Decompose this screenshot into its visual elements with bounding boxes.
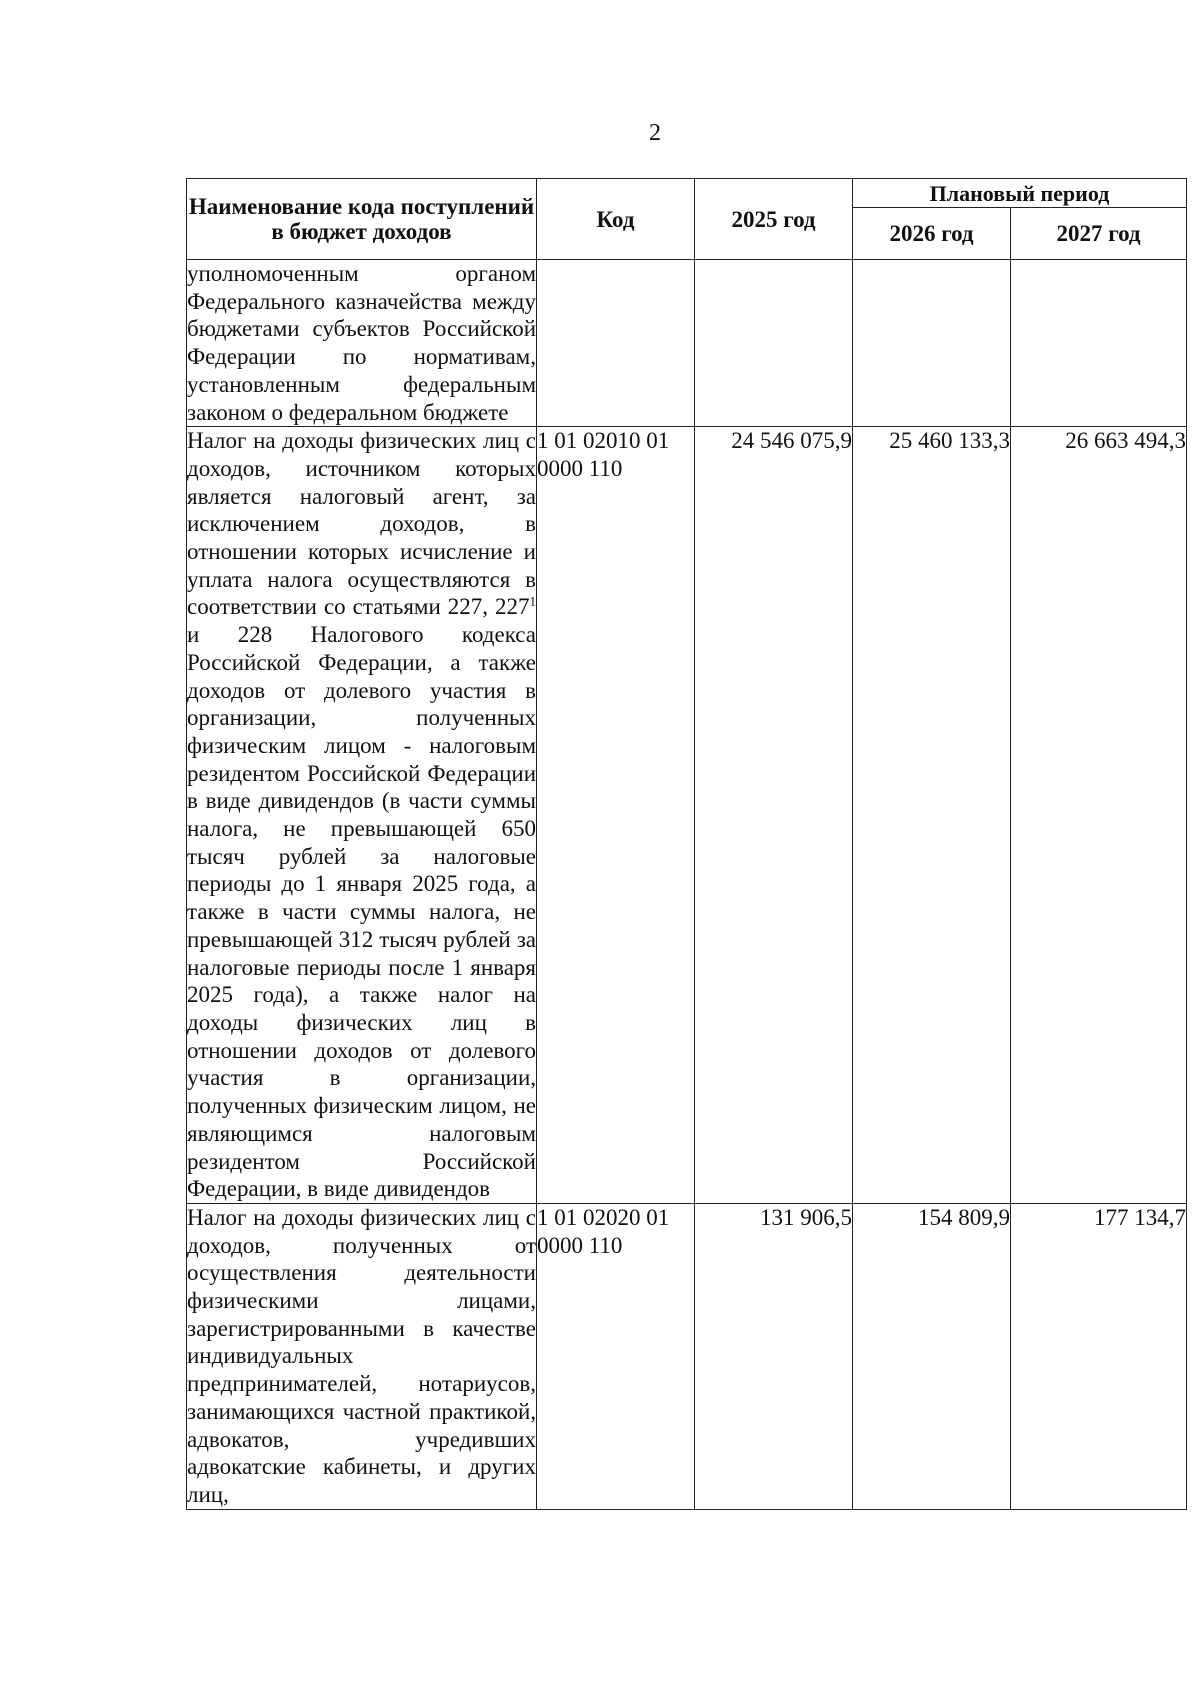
row-value-2026 [853, 260, 1011, 427]
row-value-2026: 154 809,9 [853, 1203, 1011, 1509]
row-value-2027 [1011, 260, 1187, 427]
row-value-2026: 25 460 133,3 [853, 427, 1011, 1204]
row-description: уполномоченным органом Федерального казначейства между бюджетами субъектов Российской Федерации по нормативам, установленным федеральным законом о федеральном бюджете [187, 260, 537, 427]
table-row [187, 1203, 1187, 1509]
table-row [187, 427, 1187, 1204]
row-value-2027: 26 663 494,3 [1011, 427, 1187, 1204]
row-value-2025: 24 546 075,9 [695, 427, 853, 1204]
row-description: Налог на доходы физических лиц с доходов, полученных от осуществления деятельности физическими лицами, зарегистрированными в качестве индивидуальных предпринимателей, нотариусов, занимающихся частной практикой, адвокатов, учредивших адвокатские кабинеты, и других лиц, [187, 1203, 537, 1509]
revenue-table [186, 178, 1187, 1510]
row-code: 1 01 02020 01 0000 110 [537, 1203, 695, 1509]
row-value-2027: 177 134,7 [1011, 1203, 1187, 1509]
table-row [187, 260, 1187, 427]
header-code: Код [537, 179, 695, 260]
header-planning-period: Плановый период [853, 179, 1187, 208]
row-code [537, 260, 695, 427]
header-name: Наименование кода поступлений в бюджет доходов [187, 179, 537, 260]
row-value-2025 [695, 260, 853, 427]
row-description: Налог на доходы физических лиц с доходов, источником которых является налоговый агент, за исключением доходов, в отношении которых исчисление и уплата налога осуществляются в соответствии со статьями 227, $227^1$ и 228 Налогового кодекса Российской Федерации, а также доходов от долевого участия в организации, полученных физическим лицом - налоговым резидентом Российской Федерации в виде дивидендов (в части суммы налога, не превышающей 650 тысяч рублей за налоговые периоды до 1 января 2025 года, а также в части суммы налога, не превышающей 312 тысяч рублей за налоговые периоды после 1 января 2025 года), а также налог на доходы физических лиц в отношении доходов от долевого участия в организации, полученных физическим лицом, не являющимся налоговым резидентом Российской Федерации, в виде дивидендов [187, 427, 537, 1204]
footnote-superscript: 1 [529, 593, 536, 609]
header-year-2026: 2026 год [853, 208, 1011, 260]
row-value-2025: 131 906,5 [695, 1203, 853, 1509]
header-year-2027: 2027 год [1011, 208, 1187, 260]
header-year-2025: 2025 год [695, 179, 853, 260]
row-code: 1 01 02010 01 0000 110 [537, 427, 695, 1204]
page-number: 2 [649, 120, 661, 146]
